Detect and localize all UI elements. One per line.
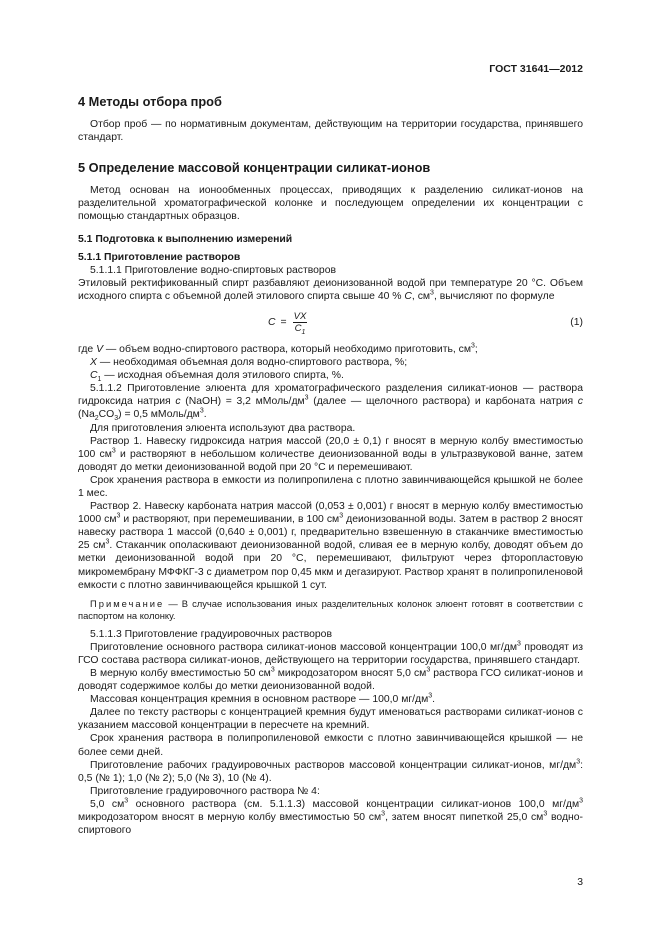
storage-paragraph: Срок хранения раствора в полипропиленовой емкости с плотно завинчивающейся крышкой — не более семи дней. (78, 733, 583, 758)
section-4-heading: 4 Методы отбора проб (78, 94, 222, 109)
note-label: Примечание (90, 597, 165, 609)
solution-1-storage-paragraph: Срок хранения раствора в емкости из полипропилена с плотно завинчивающейся крышкой не более 1 мес. (78, 474, 583, 499)
formula-numerator: VX (293, 310, 307, 322)
subsection-5-1-heading: 5.1 Подготовка к выполнению измерений (78, 234, 293, 246)
eluent-paragraph: 5.1.1.2 Приготовление элюента для хроматографического разделения силикат-ионов — раствора гидроксида натрия с (NaOH) = 3,2 мМоль/$дм^3$ (далее — щелочного раствора) и карбоната натрия с $(Na_2CO_3) = 0,5$ мМоль/$дм^3$. (78, 383, 583, 423)
note: Примечание — В случае использования иных разделительных колонок элюент готовят в соответствии с паспортом на колонку. (78, 597, 583, 621)
formula-lhs: С (268, 316, 276, 328)
solution-4-paragraph: 5,0 $см^3$ основного раствора (см. 5.1.1.3) массовой концентрации силикат-ионов 100,0 $мг/дм^3$ микродозатором вносят в мерную колбу вместимостью 50 $см^3$, затем вносят пипеткой 25,0 $см^3$ водно-спиртового (78, 797, 584, 837)
flask-paragraph: В мерную колбу вместимостью 50 $см^3$ микродозатором вносят 5,0 $см^3$ раствора ГСО силикат-ионов и доводят содержимое колбы до метки деионизованной водой. (78, 666, 583, 693)
definition-v: где V — объем водно-спиртового раствора, который необходимо приготовить, $см^3$; (78, 342, 478, 355)
definition-c1: $С_1$ — исходная объемная доля этилового спирта, %. (90, 370, 344, 384)
running-header: ГОСТ 31641—2012 (489, 63, 583, 75)
subsection-5-1-1-3-heading: 5.1.1.3 Приготовление градуировочных растворов (90, 628, 332, 640)
solution-4-heading: Приготовление градуировочного раствора № 4: (90, 785, 320, 797)
formula-denominator: $С_1$ (294, 322, 306, 336)
page-number: 3 (577, 877, 583, 888)
formula-number: (1) (570, 316, 583, 328)
formula-equals: = (280, 316, 287, 328)
section-5-heading: 5 Определение массовой концентрации силикат-ионов (78, 160, 431, 176)
working-solutions-paragraph: Приготовление рабочих градуировочных растворов массовой концентрации силикат-ионов, $мг/дм^3$: 0,5 (№ 1); 1,0 (№ 2); 5,0 (№ 3), 10 (№ 4). (78, 758, 583, 784)
subsection-5-1-1-1-heading: 5.1.1.1 Приготовление водно-спиртовых растворов (90, 264, 337, 276)
formula-1 (78, 309, 583, 339)
naming-paragraph: Далее по тексту растворы с концентрацией кремния будут именоваться растворами силикат-ионов с указанием массовой концентрации в пересчете на кремний. (78, 707, 583, 732)
section-5-text: Метод основан на ионообменных процессах, приводящих к разделению силикат-ионов на разделительной хроматографической колонке и последующем определении их концентрации с помощью стандартных образцов. (78, 185, 583, 223)
silicon-concentration-paragraph: Массовая концентрация кремния в основном растворе — 100,0 $мг/дм^3$. (90, 692, 436, 706)
two-solutions-paragraph: Для приготовления элюента используют два раствора. (90, 422, 356, 434)
solution-2-paragraph: Раствор 2. Навеску карбоната натрия массой (0,053 ± 0,001) г вносят в мерную колбу вместимостью 1000 $см^3$ и растворяют, при перемешивании, в 100 $см^3$ деионизованной воды. Затем в раствор 2 вносят навеску раствора 1 массой (0,640 ± 0,001) г, предварительно взвешенную в стаканчике вместимостью 25 $см^3$. Стаканчик ополаскивают деионизованной водой, сливая ее в мерную колбу, доводят объем до метки деионизованной водой при 20 °С, перемешивают, фильтруют через фторопластовую микромембрану МФФКГ-3 с диаметром пор 0,45 мкм и дегазируют. Раствор хранят в полипропиленовой емкости с плотно завинчивающейся крышкой 1 сут. (78, 501, 584, 591)
solution-1-paragraph: Раствор 1. Навеску гидроксида натрия массой (20,0 ± 0,1) г вносят в мерную колбу вместимостью 100 $см^3$ и растворяют в небольшом количестве деионизованной воды в ультразвуковой ванне, затем доводят до метки деионизованной водой при 20 °С и перемешивают. (78, 435, 583, 473)
subsection-5-1-1-heading: 5.1.1 Приготовление растворов (78, 251, 241, 263)
alcohol-dilution-paragraph: Этиловый ректификованный спирт разбавляют деионизованной водой при температуре 20 °С. Объем исходного спирта с объемной долей этилового спирта свыше 40 % С, $см^3$, вычисляют по формуле (78, 277, 583, 302)
section-4-text: Отбор проб — по нормативным документам, действующим на территории государства, принявшего стандарт. (78, 119, 583, 144)
stock-solution-paragraph: Приготовление основного раствора силикат-ионов массовой концентрации 100,0 $мг/дм^3$ проводят из ГСО состава раствора силикат-ионов, действующего на территории государства, принявшего стандарт. (78, 640, 583, 666)
formula-fraction (293, 311, 308, 334)
definition-x: Х — необходимая объемная доля водно-спиртового раствора, %; (90, 357, 408, 369)
